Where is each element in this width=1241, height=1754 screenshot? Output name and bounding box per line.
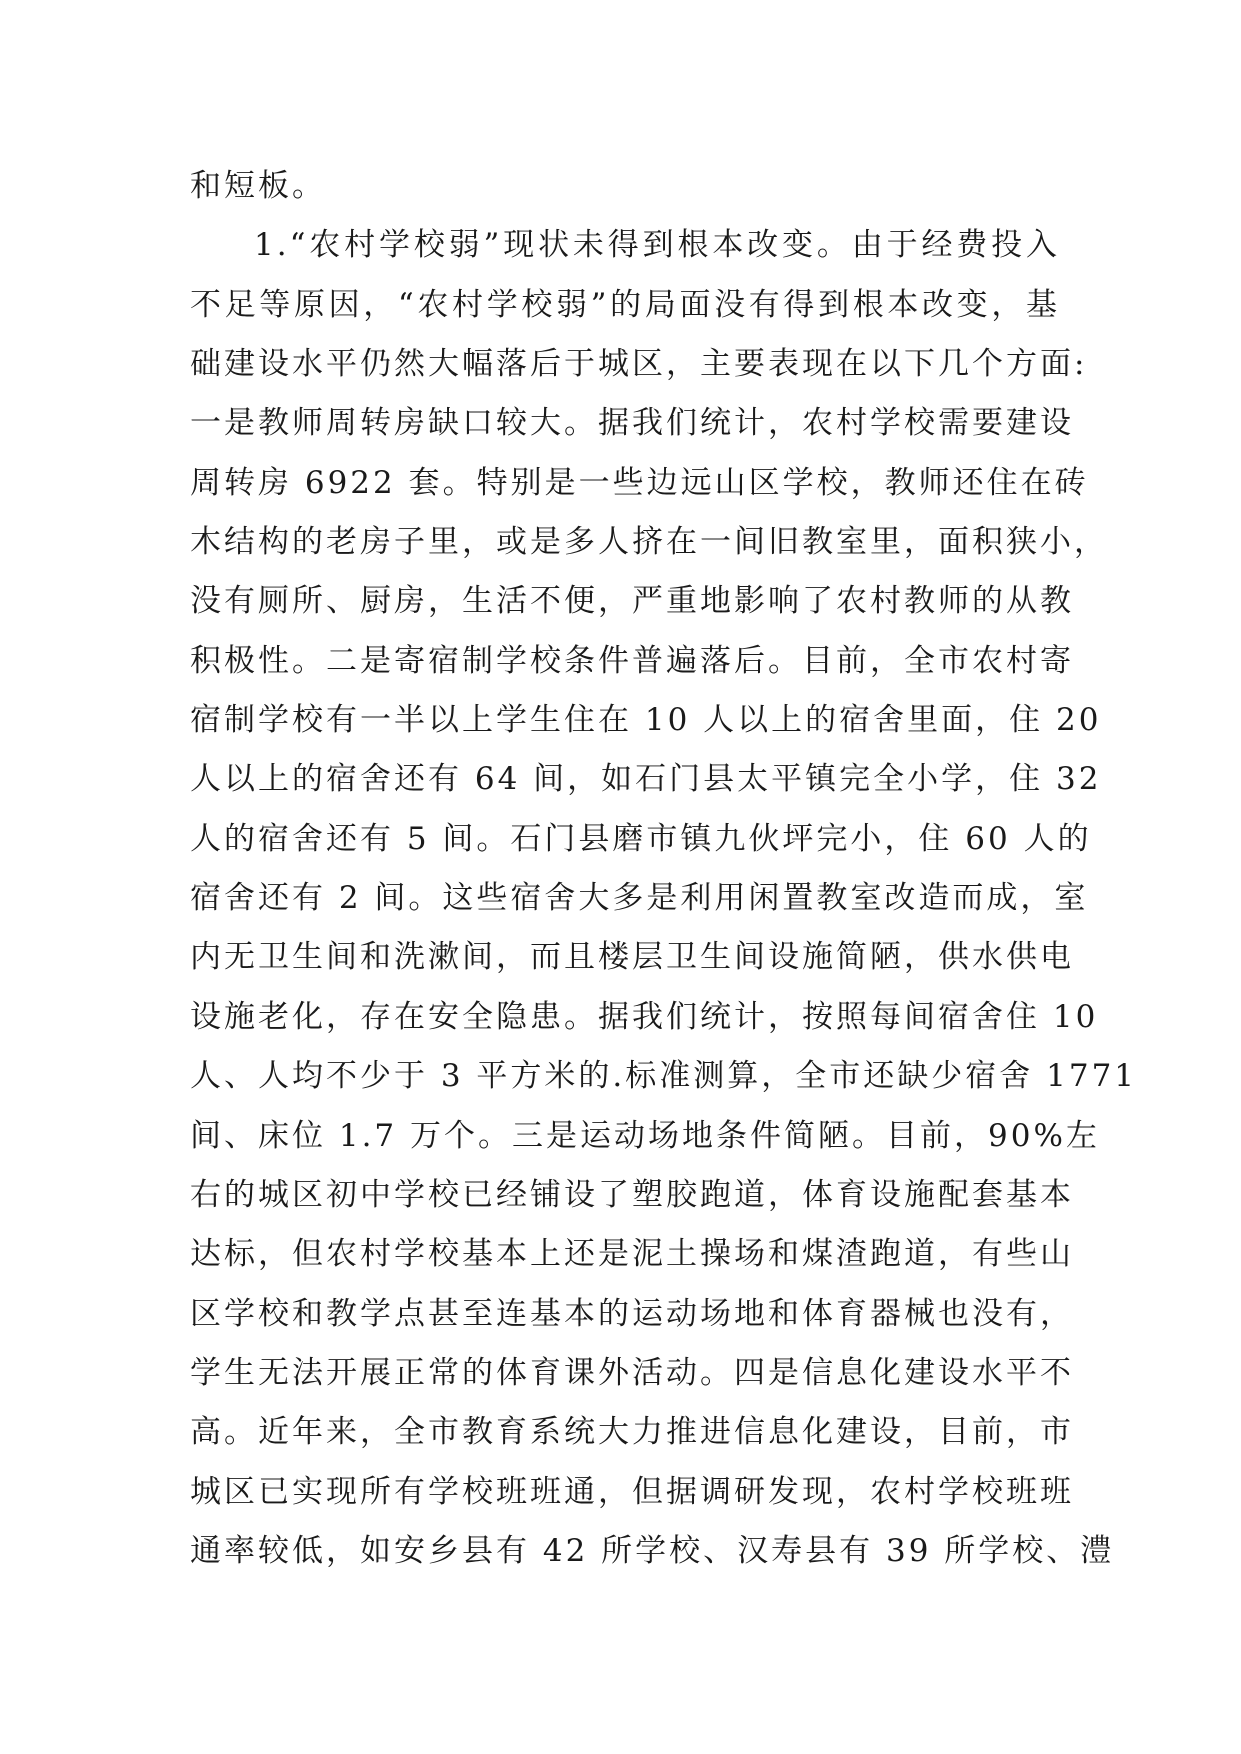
text-line: 没有厕所、厨房，生活不便，严重地影响了农村教师的从教 (190, 583, 1074, 620)
text-line: 间、床位 1.7 万个。三是运动场地条件简陋。目前，90%左 (190, 1117, 1100, 1154)
text-line: 一是教师周转房缺口较大。据我们统计，农村学校需要建设 (190, 405, 1074, 442)
text-line: 不足等原因，“农村学校弱”的局面没有得到根本改变，基 (190, 286, 1060, 323)
text-line: 人的宿舍还有 5 间。石门县磨市镇九伙坪完小，住 60 人的 (190, 820, 1092, 857)
body-text (190, 157, 1138, 1581)
text-line: 宿舍还有 2 间。这些宿舍大多是利用闲置教室改造而成，室 (190, 880, 1089, 917)
text-line: 木结构的老房子里，或是多人挤在一间旧教室里，面积狭小， (190, 524, 1108, 561)
text-line: 内无卫生间和洗漱间，而且楼层卫生间设施简陋，供水供电 (190, 939, 1074, 976)
text-line: 达标，但农村学校基本上还是泥土操场和煤渣跑道，有些山 (190, 1236, 1074, 1273)
text-line: 宿制学校有一半以上学生住在 10 人以上的宿舍里面，住 20 (190, 702, 1102, 739)
text-line: 和短板。 (190, 168, 326, 204)
text-line: 高。近年来，全市教育系统大力推进信息化建设，目前，市 (190, 1414, 1074, 1451)
text-line: 学生无法开展正常的体育课外活动。四是信息化建设水平不 (190, 1354, 1074, 1391)
text-line: 1.“农村学校弱”现状未得到根本改变。由于经费投入 (254, 227, 1060, 264)
text-line: 右的城区初中学校已经铺设了塑胶跑道，体育设施配套基本 (190, 1176, 1074, 1213)
text-line: 区学校和教学点甚至连基本的运动场地和体育器械也没有， (190, 1295, 1074, 1332)
text-line: 积极性。二是寄宿制学校条件普遍落后。目前，全市农村寄 (190, 642, 1074, 679)
text-line: 城区已实现所有学校班班通，但据调研发现，农村学校班班 (190, 1473, 1074, 1510)
text-line: 通率较低，如安乡县有 42 所学校、汉寿县有 39 所学校、澧 (190, 1532, 1115, 1569)
text-line: 础建设水平仍然大幅落后于城区，主要表现在以下几个方面: (190, 346, 1088, 383)
text-line: 人以上的宿舍还有 64 间，如石门县太平镇完全小学，住 32 (190, 761, 1102, 798)
text-line: 人、人均不少于 3 平方米的.标准测算，全市还缺少宿舍 1771 (190, 1058, 1138, 1095)
text-line: 设施老化，存在安全隐患。据我们统计，按照每间宿舍住 10 (190, 998, 1099, 1035)
text-line: 周转房 6922 套。特别是一些边远山区学校，教师还住在砖 (190, 464, 1089, 501)
